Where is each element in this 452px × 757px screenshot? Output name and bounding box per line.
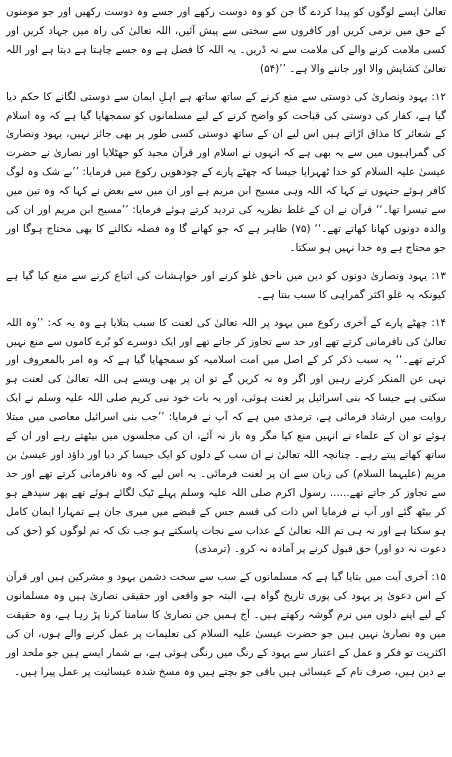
paragraph-12: ۱۲: یہود ونصاریٰ کی دوستی سے منع کرنے کے ساتھ ساتھ ہے اہلِ ایمان سے دوستی لگانے کا حکم دیا گیا ہے، کفار کی دوستی کی قباحت کو واضح کرنے کے لیے مسلمانوں کو سمجھایا گیا ہے کہ وہ اسلام کے شعائر کا مذاق اڑاتے ہیں اس لیے ان کے ساتھ دوستی کسی طور پر بھی جائز نہیں، یہود ونصاریٰ کی گمراہیوں میں سے یہ بھی ہے کہ انہوں نے اسلام اور قرآن مجید کو جھٹلایا اور نصاریٰ نے حضرت عیسیٰ علیہ السلام کو خدا ٹھہرایا جیسا کہ چھٹے پارے کے چودھویں رکوع میں فرمایا: ’’بے شک وہ لوگ کافر ہوئے جنہوں نے کہا کہ اللہ وہی مسیح ابن مریم ہے اور ان میں سے بعض نے کہا کہ وہ تین میں سے تیسرا تھا۔‘‘ قرآن نے ان کے غلط نظریہ کی تردید کرتے ہوئے فرمایا: ’’مسیح ابن مریم اور ان کی والدہ دونوں کھانا کھاتے تھے۔‘‘ (۷۵) ظاہر ہے کہ جو کھانے گا وہ فضلہ نکالنے کا بھی محتاج ہوگا اور جو محتاج ہے وہ خدا نہیں ہو سکتا۔: [6, 90, 447, 254]
paragraph-13: ۱۳: یہود ونصاریٰ دونوں کو دین میں ناحق غلو کرنے اور خواہشات کی اتباع کرنے سے منع کیا گیا ہے کیونکہ یہ غلو اکثر گمراہی کا سبب بنتا ہے۔: [6, 269, 446, 301]
paragraph-gap: [6, 79, 446, 88]
paragraph-14: ۱۴: چھٹے پارے کے آخری رکوع میں یہود پر اللہ تعالیٰ کی لعنت کا سبب بتلایا ہے وہ یہ کہ: ’’وہ اللہ تعالیٰ کی نافرمانی کرتے تھے اور حد سے تجاوز کر جاتے تھے اور ایک دوسرے کو بُرے کاموں سے منع نہیں کرتے تھے۔‘‘ یہ سبب ذکر کر کے اصل میں امت اسلامیہ کو سمجھایا گیا ہے کہ وہ امر بالمعروف اور نہی عن المنکر کرتے رہیں اور اگر وہ نہ کریں گے تو ان پر بھی ویسے ہی اللہ تعالیٰ کی لعنت ہو سکتی ہے جیسا کہ بنی اسرائیل پر لعنت ہوئی، اور یہ بات خود نبی کریم صلی اللہ علیہ وسلم نے ایک روایت میں ارشاد فرمائی ہے، ترمذی میں ہے کہ آپ نے فرمایا: ’’جب بنی اسرائیل معاصی میں مبتلا ہوئے تو ان کے علماء نے انہیں منع کیا مگر وہ باز نہ آئے، ان کی مجلسوں میں بیٹھتے رہے اور ان کے ساتھ کھاتے پیتے رہے۔ چنانچہ اللہ تعالیٰ نے ان سب کے دلوں کو ایک جیسا کر دیا اور داؤد اور عیسیٰ بن مریم (علیہما السلام) کی زبان سے ان پر لعنت فرمائی۔ یہ اس لیے کہ وہ نافرمانی کرتے تھے اور حد سے تجاوز کر جاتے تھے...... رسول اکرم صلی اللہ علیہ وسلم پہلے ٹیک لگائے ہوئے تھے پھر سیدھے ہو کر بیٹھ گئے اور آپ نے فرمایا اس ذات کی قسم جس کے قبضے میں میری جان ہے تمہارا ایمان کامل ہو سکتا ہے اور نہ ہی تم اللہ تعالیٰ کے عذاب سے نجات پاسکتے ہو جب تک کہ تم لوگوں کو (حق کی دعوت نہ دو اور) حق قبول کرنے پر آمادہ نہ کرو۔ (ترمذی): [6, 316, 446, 556]
paragraph-gap: [6, 258, 446, 267]
paragraph-15: ۱۵: آخری آیت میں بتایا گیا ہے کہ مسلمانوں کے سب سے سخت دشمن یہود و مشرکین ہیں اور قرآن کے اس دعویٰ پر یہود کی پوری تاریخ گواہ ہے، البتہ جو واقعی اور حقیقی نصاریٰ ہیں وہ مسلمانوں کے لیے اپنے دلوں میں نرم گوشہ رکھتے ہیں۔ آج ہمیں جن نصاریٰ کا سامنا کرنا پڑ رہا ہے، وہ حقیقت میں وہ نصاریٰ نہیں ہیں جو حضرت عیسیٰ علیہ السلام کی تعلیمات پر عمل کرنے والے ہوں، ان کی اکثریت تو فکر و عمل کے اعتبار سے یہود کے رنگ میں رنگی ہوئی ہے، بے شمار ایسے ہیں جو ملحد اور بے دین ہیں، صرف نام کے عیسائی ہیں باقی جو بچتے ہیں وہ مسخ شدہ عیسائیت پر عمل پیرا ہیں۔: [6, 571, 446, 678]
paragraph-gap: [6, 559, 446, 568]
paragraph-gap: [6, 305, 446, 314]
paragraph-verse-54: تعالیٰ ایسے لوگوں کو پیدا کردے گا جن کو وہ دوست رکھے اور جسے وہ دوست رکھیں اور جو مومنوں کے حق میں نرمی کریں اور کافروں سے سختی سے پیش آئیں، اللہ تعالیٰ کی راہ میں جہاد کریں اور کسی ملامت کرنے والے کی ملامت سے نہ ڈریں۔ یہ اللہ کا فضل ہے وہ جسے چاہتا ہے دیتا ہے اور اللہ تعالیٰ کشایش والا اور جاننے والا ہے۔ ’’(۵۴): [6, 6, 446, 75]
